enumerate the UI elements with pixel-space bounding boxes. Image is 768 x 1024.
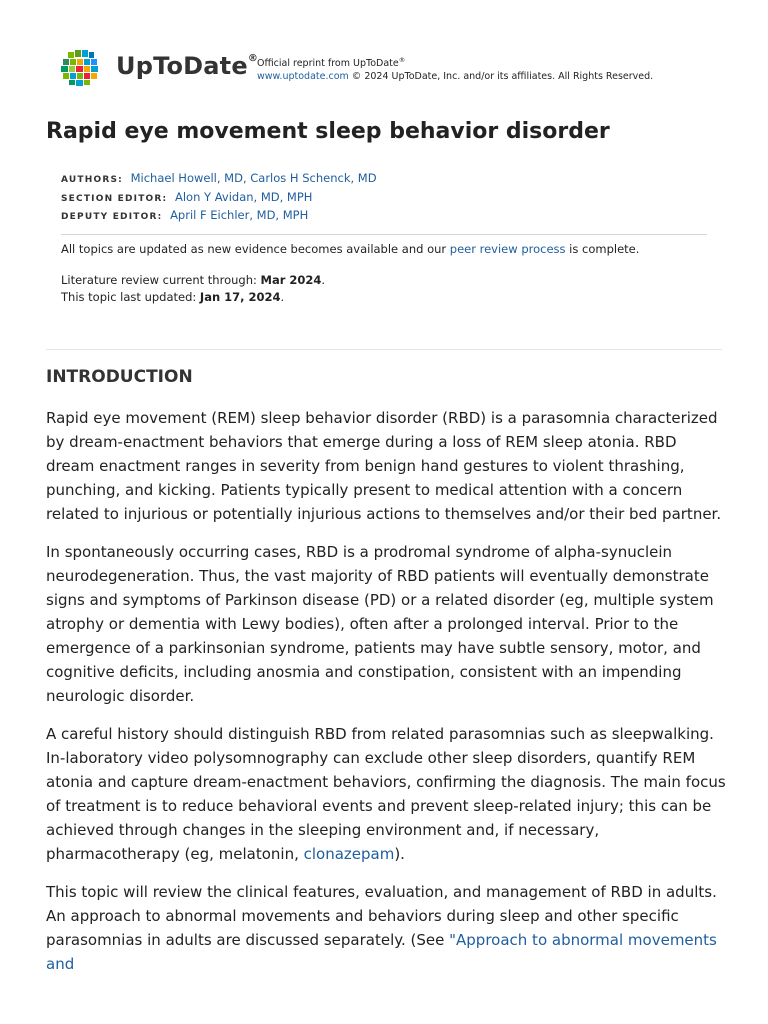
- introduction-body: [46, 406, 726, 990]
- authors-link[interactable]: Michael Howell, MD, Carlos H Schenck, MD: [130, 171, 377, 185]
- related-topic-link[interactable]: "Approach to abnormal movements and: [46, 931, 717, 973]
- registered-mark: ®: [247, 53, 259, 64]
- site-header: [60, 48, 740, 88]
- clonazepam-drug-link[interactable]: clonazepam: [303, 845, 395, 863]
- section-heading-introduction: INTRODUCTION: [46, 367, 193, 387]
- divider: [61, 234, 707, 235]
- paragraph: This topic will review the clinical features, evaluation, and management of RBD in adults. An approach to abnormal movements and behaviors during sleep and other specific parasomnias in adults are discussed separately. (See "Approach to abnormal movements and: [46, 883, 717, 973]
- peer-review-link[interactable]: peer review process: [449, 242, 566, 256]
- topic-title: Rapid eye movement sleep behavior disorder: [46, 119, 610, 144]
- section-editor-label: SECTION EDITOR:: [61, 193, 168, 204]
- copyright-text: © 2024 UpToDate, Inc. and/or its affiliates. All Rights Reserved.: [348, 71, 654, 83]
- paragraph: A careful history should distinguish RBD from related parasomnias such as sleepwalking. In-laboratory video polysomnography can exclude other sleep disorders, quantify REM atonia and capture dream-enactment behaviors, confirming the diagnosis. The main focus of treatment is to reduce behavioral events and prevent sleep-related injury; this can be achieved through changes in the sleeping environment and, if necessary, pharmacotherapy (eg, melatonin, clonazepam).: [46, 725, 726, 863]
- literature-review-date: Mar 2024: [260, 273, 322, 287]
- uptodate-website-link[interactable]: www.uptodate.com: [257, 71, 349, 83]
- paragraph: In spontaneously occurring cases, RBD is a prodromal syndrome of alpha-synuclein neurodegeneration. Thus, the vast majority of RBD patients will eventually demonstrate signs and symptoms of Parkinson disease (PD) or a related disorder (eg, multiple system atrophy or dementia with Lewy bodies), often after a prolonged interval. Prior to the emergence of a parkinsonian syndrome, patients may have subtle sensory, motor, and cognitive deficits, including anosmia and constipation, consistent with an impending neurologic disorder.: [46, 543, 714, 705]
- reprint-notice: Official reprint from UpToDate® www.uptodate.com © 2024 UpToDate, Inc. and/or its affiliates. All Rights Reserved.: [257, 56, 654, 83]
- authors-label: AUTHORS:: [61, 175, 123, 185]
- brand-name[interactable]: UpToDate®: [116, 52, 259, 80]
- paragraph: Rapid eye movement (REM) sleep behavior disorder (RBD) is a parasomnia characterized by dream-enactment behaviors that emerge during a loss of REM sleep atonia. RBD dream enactment ranges in severity from benign hand gestures to violent thrashing, punching, and kicking. Patients typically present to medical attention with a concern related to injurious or potentially injurious actions to themselves and/or their bed partner.: [46, 409, 722, 523]
- deputy-editor-link[interactable]: April F Eichler, MD, MPH: [170, 208, 309, 222]
- uptodate-logo-icon[interactable]: [60, 50, 100, 86]
- deputy-editor-label: DEPUTY EDITOR:: [61, 212, 163, 222]
- section-editor-link[interactable]: Alon Y Avidan, MD, MPH: [174, 189, 313, 204]
- topic-credits: [61, 170, 377, 226]
- review-dates: Literature review current through: Mar 2024. This topic last updated: Jan 17, 2024.: [61, 273, 326, 304]
- last-updated-date: Jan 17, 2024: [199, 289, 281, 304]
- section-divider: [46, 349, 722, 350]
- update-policy-text: All topics are updated as new evidence becomes available and our peer review process is complete.: [61, 242, 640, 256]
